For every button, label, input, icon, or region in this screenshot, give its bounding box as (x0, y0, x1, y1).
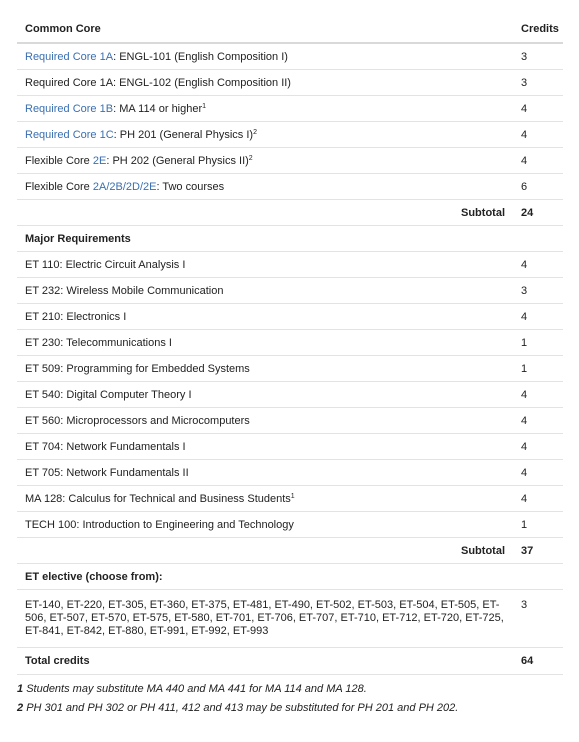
course-cell: ET 509: Programming for Embedded Systems (17, 356, 513, 382)
course-cell: ET 110: Electric Circuit Analysis I (17, 252, 513, 278)
table-row (17, 96, 563, 122)
footnote-text: PH 301 and PH 302 or PH 411, 412 and 413 may be substituted for PH 201 and PH 202. (26, 702, 459, 714)
table-row (17, 304, 563, 330)
footnotes (17, 680, 563, 718)
course-cell (17, 174, 513, 200)
footnote-number: 1 (17, 683, 24, 695)
course-name: PH 202 (General Physics II) (112, 154, 249, 167)
course-column-header: Common Core (17, 16, 513, 43)
course-cell (17, 70, 513, 96)
course-prefix: Required Core 1A: (25, 76, 120, 89)
footnote-text: Students may substitute MA 440 and MA 441 for MA 114 and MA 128. (26, 683, 367, 695)
table-row (17, 70, 563, 96)
table-row (17, 122, 563, 148)
credits-cell: 3 (513, 590, 563, 648)
flexible-core-2e-link[interactable]: 2E (92, 154, 107, 167)
table-row (17, 330, 563, 356)
table-row (17, 43, 563, 70)
footnote-number: 2 (17, 702, 24, 714)
course-cell (17, 486, 513, 512)
table-row (17, 486, 563, 512)
credits-cell: 4 (513, 434, 563, 460)
credits-cell: 4 (513, 148, 563, 174)
footnote (17, 699, 563, 718)
credits-cell: 4 (513, 486, 563, 512)
table-row (17, 148, 563, 174)
table-row (17, 408, 563, 434)
section-header-row (17, 564, 563, 590)
credits-cell: 1 (513, 512, 563, 538)
course-name: PH 201 (General Physics I) (119, 128, 254, 141)
credits-cell: 4 (513, 304, 563, 330)
table-row (17, 382, 563, 408)
table-row (17, 174, 563, 200)
section-header-row (17, 226, 563, 252)
course-cell (17, 122, 513, 148)
total-label: Total credits (17, 648, 513, 675)
separator: : (106, 154, 113, 167)
table-row (17, 460, 563, 486)
separator: : (113, 128, 120, 141)
course-prefix: Flexible Core (25, 154, 93, 167)
credits-cell: 4 (513, 96, 563, 122)
footnote (17, 680, 563, 699)
course-cell: ET 560: Microprocessors and Microcomputers (17, 408, 513, 434)
course-cell: ET 230: Telecommunications I (17, 330, 513, 356)
credits-cell: 4 (513, 460, 563, 486)
table-row (17, 252, 563, 278)
required-core-1a-link[interactable]: Required Core 1A (25, 50, 114, 63)
course-prefix: Flexible Core (25, 180, 93, 193)
subtotal-value: 24 (513, 200, 563, 226)
total-row (17, 648, 563, 675)
subtotal-row (17, 200, 563, 226)
credits-cell: 6 (513, 174, 563, 200)
credits-cell: 3 (513, 278, 563, 304)
table-row (17, 356, 563, 382)
credits-cell: 4 (513, 122, 563, 148)
course-name: ENGL-102 (English Composition II) (119, 76, 291, 89)
course-name: ENGL-101 (English Composition I) (119, 50, 288, 63)
course-cell: ET 232: Wireless Mobile Communication (17, 278, 513, 304)
table-row (17, 512, 563, 538)
credits-cell: 3 (513, 43, 563, 70)
major-requirements-heading: Major Requirements (17, 226, 563, 252)
footnote-ref: 2 (253, 128, 257, 136)
course-cell (17, 43, 513, 70)
separator: : (113, 50, 120, 63)
elective-list: ET-140, ET-220, ET-305, ET-360, ET-375, ET-481, ET-490, ET-502, ET-503, ET-504, ET-505, ET-506, ET-507, ET-570, ET-575, ET-580, ET-701, ET-706, ET-707, ET-710, ET-712, ET-720, ET-725, ET-841, ET-842, ET-880, ET-991, ET-992, ET-993 (17, 590, 513, 648)
table-row (17, 434, 563, 460)
course-cell (17, 148, 513, 174)
footnote-ref: 1 (202, 102, 207, 110)
credits-cell: 4 (513, 408, 563, 434)
course-cell: ET 540: Digital Computer Theory I (17, 382, 513, 408)
course-cell: TECH 100: Introduction to Engineering and Technology (17, 512, 513, 538)
credits-column-header: Credits (513, 16, 563, 43)
credits-cell: 1 (513, 356, 563, 382)
credits-cell: 3 (513, 70, 563, 96)
credits-cell: 4 (513, 382, 563, 408)
separator: : (156, 180, 163, 193)
subtotal-label: Subtotal (17, 200, 513, 226)
course-name: MA 128: Calculus for Technical and Business Students (25, 492, 291, 505)
subtotal-value: 37 (513, 538, 563, 564)
table-row (17, 278, 563, 304)
required-core-1c-link[interactable]: Required Core 1C (25, 128, 114, 141)
separator: : (113, 102, 120, 115)
subtotal-row (17, 538, 563, 564)
course-cell: ET 704: Network Fundamentals I (17, 434, 513, 460)
requirements-table-container (17, 16, 563, 675)
requirements-table (17, 16, 563, 675)
table-header-row (17, 16, 563, 43)
course-name: Two courses (162, 180, 225, 193)
course-name: MA 114 or higher (119, 102, 203, 115)
subtotal-label: Subtotal (17, 538, 513, 564)
credits-cell: 1 (513, 330, 563, 356)
flexible-core-2a-2b-2d-2e-link[interactable]: 2A/2B/2D/2E (92, 180, 157, 193)
required-core-1b-link[interactable]: Required Core 1B (25, 102, 114, 115)
et-elective-heading: ET elective (choose from): (17, 564, 563, 590)
elective-row (17, 590, 563, 648)
course-cell: ET 705: Network Fundamentals II (17, 460, 513, 486)
course-cell (17, 96, 513, 122)
total-value: 64 (513, 648, 563, 675)
credits-cell: 4 (513, 252, 563, 278)
course-cell: ET 210: Electronics I (17, 304, 513, 330)
footnote-ref: 2 (248, 154, 253, 162)
footnote-ref: 1 (290, 492, 295, 500)
